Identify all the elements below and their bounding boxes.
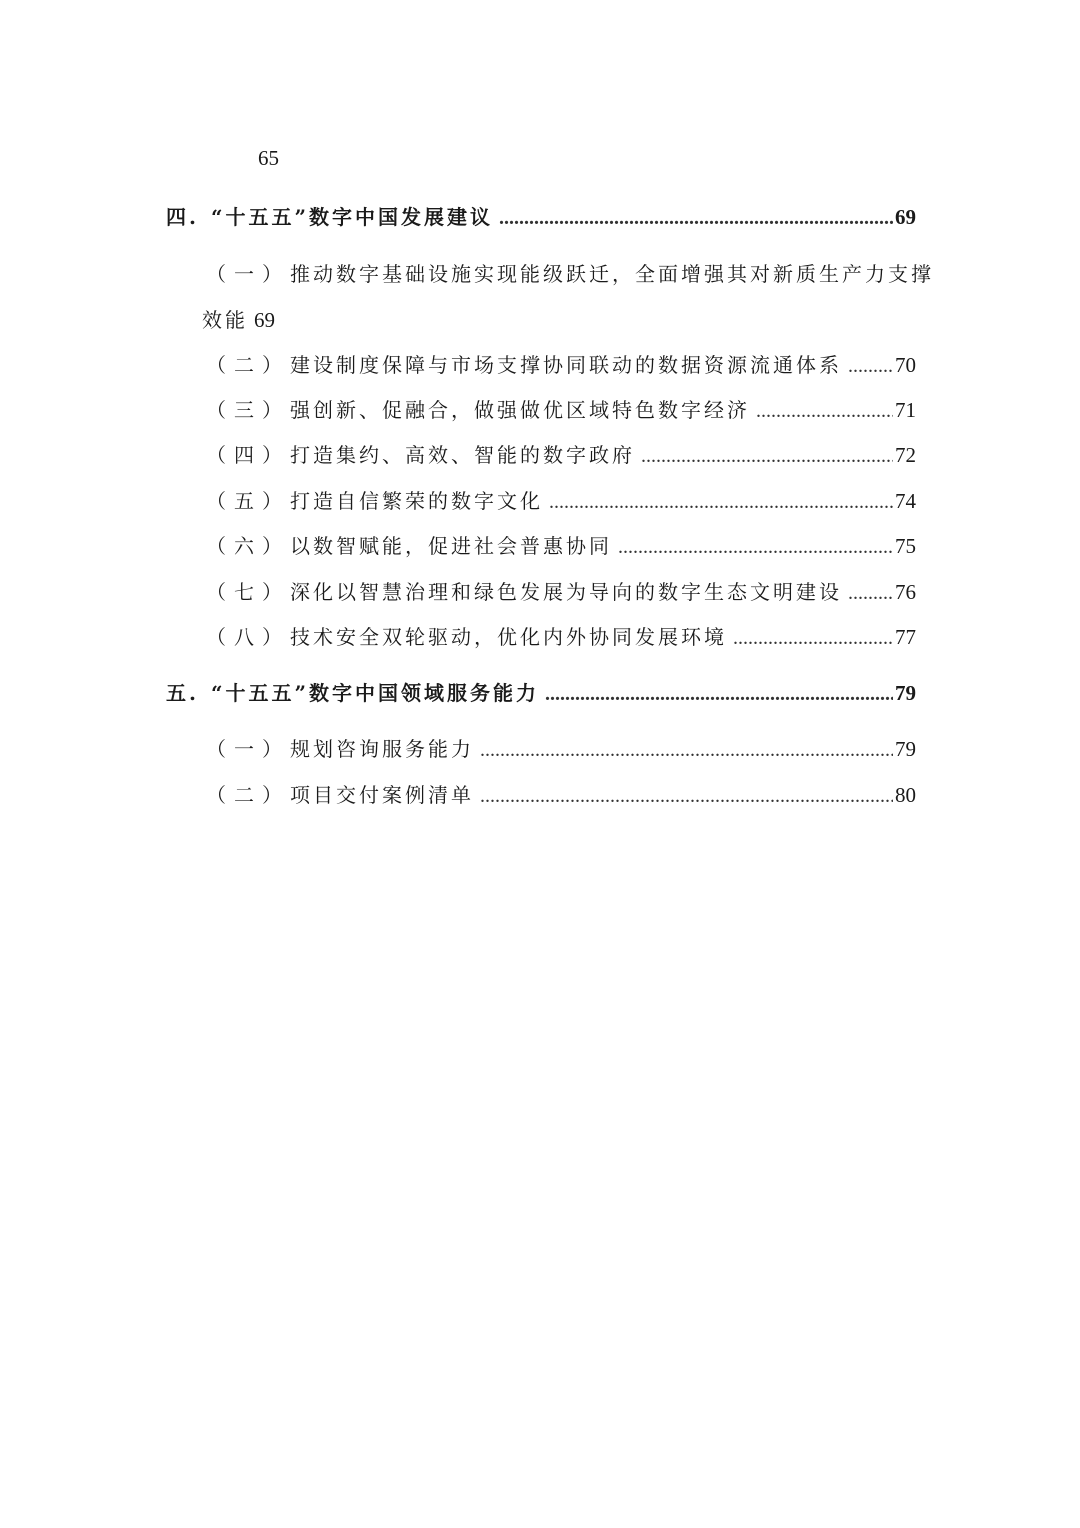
toc-section-4-7[interactable]: [206, 576, 916, 605]
section-page-number: 71: [895, 398, 916, 422]
chapter-number: 五.: [166, 681, 199, 705]
section-title: 以数智赋能，促进社会普惠协同: [290, 534, 612, 558]
section-title: 深化以智慧治理和绿色发展为导向的数字生态文明建设: [290, 580, 842, 604]
toc-section-4-3[interactable]: [206, 394, 916, 423]
toc-section-4-8[interactable]: [206, 621, 916, 650]
section-number: （二）: [206, 353, 290, 377]
dot-leader: [549, 491, 893, 514]
section-title: 建设制度保障与市场支撑协同联动的数据资源流通体系: [290, 353, 842, 377]
dot-leader: [618, 536, 893, 559]
dot-leader: [733, 627, 893, 650]
toc-section-4-4[interactable]: [206, 439, 916, 468]
section-number: （七）: [206, 580, 290, 604]
section-page-number: 72: [895, 443, 916, 467]
toc-section-5-1[interactable]: [206, 733, 916, 762]
dot-leader: [848, 582, 893, 605]
section-title: 打造自信繁荣的数字文化: [290, 489, 543, 513]
section-page-number: 77: [895, 625, 916, 649]
toc-chapter-5[interactable]: [166, 677, 916, 706]
section-page-number: 74: [895, 489, 916, 513]
dot-leader: [848, 355, 893, 378]
toc-section-4-6[interactable]: [206, 530, 916, 559]
chapter-title: “十五五”数字中国发展建议: [210, 205, 493, 229]
toc-chapter-4[interactable]: [166, 201, 916, 230]
section-number: （五）: [206, 489, 290, 513]
section-number: （一）: [206, 737, 290, 761]
section-title: 打造集约、高效、智能的数字政府: [290, 443, 635, 467]
chapter-number: 四.: [166, 205, 199, 229]
continued-page-number: 65: [258, 146, 279, 170]
dot-leader: [499, 207, 893, 230]
chapter-title: “十五五”数字中国领域服务能力: [210, 681, 539, 705]
section-page-number: 76: [895, 580, 916, 604]
section-number: （六）: [206, 534, 290, 558]
chapter-page-number: 79: [895, 681, 916, 705]
section-title: 强创新、促融合，做强做优区域特色数字经济: [290, 398, 750, 422]
section-title: 规划咨询服务能力: [290, 737, 474, 761]
section-page-number: 79: [895, 737, 916, 761]
section-number: （八）: [206, 625, 290, 649]
section-page-number: 70: [895, 353, 916, 377]
section-page-number: 80: [895, 783, 916, 807]
dot-leader: [480, 739, 893, 762]
toc-section-4-5[interactable]: [206, 485, 916, 514]
dot-leader: [641, 445, 893, 468]
section-number: （一）: [206, 262, 290, 286]
dot-leader: [480, 785, 893, 808]
toc-section-4-2[interactable]: [206, 349, 916, 378]
section-title: 技术安全双轮驱动，优化内外协同发展环境: [290, 625, 727, 649]
section-title-continuation: 效能: [202, 308, 248, 332]
section-title: 项目交付案例清单: [290, 783, 474, 807]
section-page-number: 69: [254, 308, 275, 332]
section-number: （四）: [206, 443, 290, 467]
toc-section-4-1[interactable]: [206, 258, 934, 287]
section-page-number: 75: [895, 534, 916, 558]
chapter-page-number: 69: [895, 205, 916, 229]
dot-leader: [545, 683, 893, 706]
dot-leader: [756, 400, 893, 423]
section-number: （三）: [206, 398, 290, 422]
toc-section-5-2[interactable]: [206, 779, 916, 808]
toc-section-4-1-continuation[interactable]: [202, 304, 275, 333]
section-number: （二）: [206, 783, 290, 807]
section-title: 推动数字基础设施实现能级跃迁，全面增强其对新质生产力支撑: [290, 262, 934, 286]
